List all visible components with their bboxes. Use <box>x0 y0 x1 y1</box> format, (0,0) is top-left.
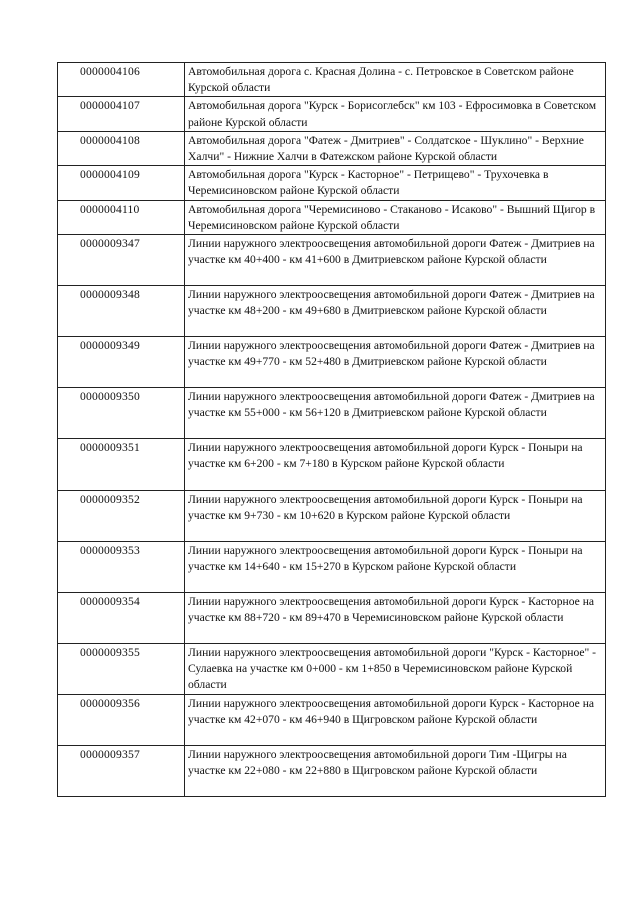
row-code: 0000009352 <box>58 491 185 542</box>
row-code: 0000009350 <box>58 388 185 439</box>
table-row <box>58 746 606 797</box>
row-code: 0000009355 <box>58 644 185 695</box>
table-row <box>58 644 606 695</box>
row-code: 0000009354 <box>58 593 185 644</box>
row-description: Линии наружного электроосвещения автомобильной дороги Фатеж - Дмитриев на участке км 55+000 - км 56+120 в Дмитриевском районе Курской области <box>185 388 606 439</box>
table-row <box>58 593 606 644</box>
table-row <box>58 97 606 131</box>
table-row <box>58 200 606 234</box>
row-description: Линии наружного электроосвещения автомобильной дороги Фатеж - Дмитриев на участке км 40+400 - км 41+600 в Дмитриевском районе Курской области <box>185 235 606 286</box>
row-description: Автомобильная дорога "Черемисиново - Стаканово - Исаково" - Вышний Щигор в Черемисиновском районе Курской области <box>185 200 606 234</box>
row-code: 0000009356 <box>58 695 185 746</box>
row-code: 0000004107 <box>58 97 185 131</box>
row-code: 0000004108 <box>58 131 185 165</box>
row-description: Линии наружного электроосвещения автомобильной дороги Фатеж - Дмитриев на участке км 48+200 - км 49+680 в Дмитриевском районе Курской области <box>185 286 606 337</box>
row-code: 0000009353 <box>58 542 185 593</box>
table-row <box>58 235 606 286</box>
row-description: Линии наружного электроосвещения автомобильной дороги Курск - Касторное на участке км 42+070 - км 46+940 в Щигровском районе Курской области <box>185 695 606 746</box>
row-description: Линии наружного электроосвещения автомобильной дороги Курск - Поныри на участке км 6+200 - км 7+180 в Курском районе Курской области <box>185 439 606 491</box>
row-code: 0000004109 <box>58 166 185 200</box>
row-code: 0000004110 <box>58 200 185 234</box>
table-row <box>58 131 606 165</box>
table-row <box>58 63 606 97</box>
table-row <box>58 542 606 593</box>
row-description: Автомобильная дорога "Курск - Борисоглебск" км 103 - Ефросимовка в Советском районе Курской области <box>185 97 606 131</box>
row-code: 0000009347 <box>58 235 185 286</box>
row-code: 0000009351 <box>58 439 185 491</box>
row-description: Автомобильная дорога "Курск - Касторное" - Петрищево" - Трухочевка в Черемисиновском районе Курской области <box>185 166 606 200</box>
row-description: Линии наружного электроосвещения автомобильной дороги Курск - Поныри на участке км 9+730 - км 10+620 в Курском районе Курской области <box>185 491 606 542</box>
table-row <box>58 337 606 388</box>
row-code: 0000009349 <box>58 337 185 388</box>
row-description: Линии наружного электроосвещения автомобильной дороги Курск - Поныри на участке км 14+640 - км 15+270 в Курском районе Курской области <box>185 542 606 593</box>
row-description: Линии наружного электроосвещения автомобильной дороги Тим -Щигры на участке км 22+080 - км 22+880 в Щигровском районе Курской области <box>185 746 606 797</box>
row-code: 0000004106 <box>58 63 185 97</box>
row-description: Автомобильная дорога с. Красная Долина - с. Петровское в Советском районе Курской области <box>185 63 606 97</box>
row-description: Линии наружного электроосвещения автомобильной дороги Фатеж - Дмитриев на участке км 49+770 - км 52+480 в Дмитриевском районе Курской области <box>185 337 606 388</box>
table-row <box>58 286 606 337</box>
table-row <box>58 491 606 542</box>
registry-table <box>57 62 606 797</box>
table-row <box>58 695 606 746</box>
row-description: Автомобильная дорога "Фатеж - Дмитриев" - Солдатское - Шуклино" - Верхние Халчи" - Нижние Халчи в Фатежском районе Курской области <box>185 131 606 165</box>
row-description: Линии наружного электроосвещения автомобильной дороги Курск - Касторное на участке км 88+720 - км 89+470 в Черемисиновском районе Курской области <box>185 593 606 644</box>
table-row <box>58 439 606 491</box>
table-row <box>58 166 606 200</box>
row-description: Линии наружного электроосвещения автомобильной дороги "Курск - Касторное" - Сулаевка на участке км 0+000 - км 1+850 в Черемисиновском районе Курской области <box>185 644 606 695</box>
row-code: 0000009357 <box>58 746 185 797</box>
table-row <box>58 388 606 439</box>
row-code: 0000009348 <box>58 286 185 337</box>
